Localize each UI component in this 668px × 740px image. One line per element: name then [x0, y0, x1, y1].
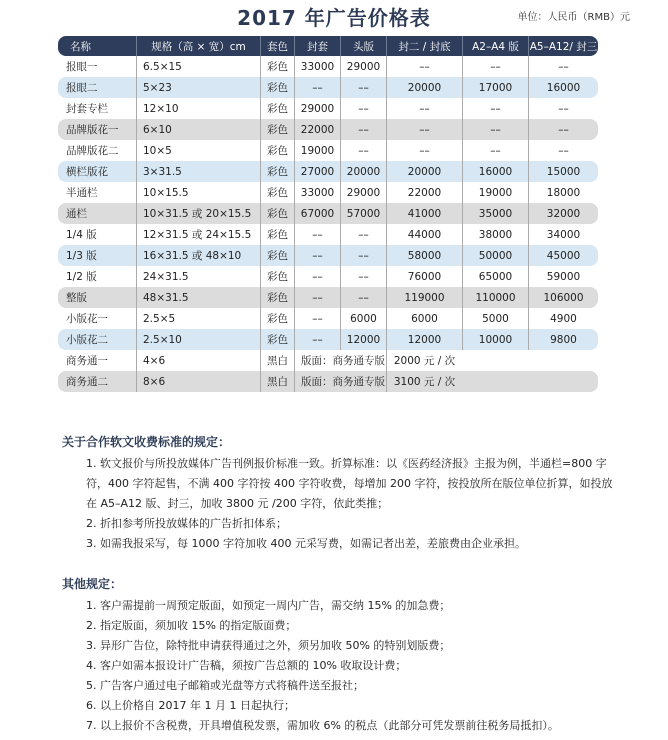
cell-name: 1/2 版 [58, 266, 136, 287]
cell-a5-a12: 32000 [528, 203, 598, 224]
cell-a2-a4: –– [462, 56, 528, 77]
other-rule-1: 1. 客户需提前一周预定版面，如预定一周内广告，需交纳 15% 的加急费； [86, 599, 451, 612]
header-a5-a12: A5–A12/ 封三 [528, 36, 598, 56]
soft-article-item-2: 2. 折扣参考所投放媒体的广告折扣体系； [86, 517, 287, 530]
page-title: 2017 年广告价格表 [237, 6, 431, 30]
cell-a5-a12: 4900 [528, 308, 598, 329]
table-row [58, 287, 598, 308]
cell-a5-a12: 59000 [528, 266, 598, 287]
cell-color: 彩色 [260, 140, 294, 161]
table-header-row [58, 36, 598, 56]
cell-cover: 33000 [294, 182, 340, 203]
cell-a2-a4: 110000 [462, 287, 528, 308]
other-rules-heading: 其他规定： [62, 577, 123, 591]
cell-a2-a4: 38000 [462, 224, 528, 245]
cell-color: 彩色 [260, 224, 294, 245]
cell-a5-a12: 106000 [528, 287, 598, 308]
cell-inside-cover: 20000 [386, 161, 462, 182]
cell-cover: 33000 [294, 56, 340, 77]
cell-inside-cover: 41000 [386, 203, 462, 224]
other-rule-5: 5. 广告客户通过电子邮箱或光盘等方式将稿件送至报社； [86, 679, 364, 692]
soft-article-section [62, 432, 622, 554]
cell-cover: 19000 [294, 140, 340, 161]
cell-a5-a12: 15000 [528, 161, 598, 182]
table-row [58, 308, 598, 329]
cell-color: 彩色 [260, 98, 294, 119]
cell-size: 2.5×5 [136, 308, 260, 329]
cell-front: 57000 [340, 203, 386, 224]
table-row [58, 119, 598, 140]
cell-name: 品牌版花一 [58, 119, 136, 140]
cell-price: 3100 元 / 次 [386, 371, 462, 392]
currency-unit: 单位：人民币（RMB）元 [517, 12, 630, 23]
cell-inside-cover: 119000 [386, 287, 462, 308]
cell-a2-a4: 35000 [462, 203, 528, 224]
cell-color: 彩色 [260, 56, 294, 77]
cell-cover: 29000 [294, 98, 340, 119]
cell-size: 8×6 [136, 371, 260, 392]
other-rule-7: 7. 以上报价不含税费，开具增值税发票，需加收 6% 的税点（此部分可凭发票前往税务局抵扣）。 [86, 719, 559, 732]
table-row [58, 161, 598, 182]
table-row [58, 266, 598, 287]
cell-cover: 27000 [294, 161, 340, 182]
cell-front: 29000 [340, 182, 386, 203]
cell-size: 16×31.5 或 48×10 [136, 245, 260, 266]
cell-inside-cover: 20000 [386, 77, 462, 98]
cell-a5-a12: 45000 [528, 245, 598, 266]
cell-color: 彩色 [260, 308, 294, 329]
cell-a2-a4: 17000 [462, 77, 528, 98]
cell-front: –– [340, 98, 386, 119]
cell-size: 2.5×10 [136, 329, 260, 350]
cell-inside-cover: –– [386, 119, 462, 140]
cell-a2-a4: 10000 [462, 329, 528, 350]
cell-a2-a4: –– [462, 140, 528, 161]
cell-cover: –– [294, 329, 340, 350]
cell-name: 封套专栏 [58, 98, 136, 119]
cell-inside-cover: 76000 [386, 266, 462, 287]
cell-name: 小版花二 [58, 329, 136, 350]
header-front: 头版 [340, 36, 386, 56]
header-size: 规格（高 × 宽）cm [136, 36, 260, 56]
cell-note: 版面：商务通专版 [294, 350, 386, 371]
table-row [58, 203, 598, 224]
cell-size: 12×10 [136, 98, 260, 119]
table-row [58, 224, 598, 245]
cell-color: 黑白 [260, 371, 294, 392]
cell-name: 报眼一 [58, 56, 136, 77]
cell-front: –– [340, 224, 386, 245]
other-rule-4: 4. 客户如需本报设计广告稿，须按广告总额的 10% 收取设计费； [86, 659, 407, 672]
cell-a2-a4: 50000 [462, 245, 528, 266]
cell-name: 1/4 版 [58, 224, 136, 245]
cell-front: 12000 [340, 329, 386, 350]
cell-empty [528, 371, 598, 392]
table-row [58, 98, 598, 119]
header-a2-a4: A2–A4 版 [462, 36, 528, 56]
header-cover: 封套 [294, 36, 340, 56]
cell-a5-a12: 34000 [528, 224, 598, 245]
cell-cover: –– [294, 245, 340, 266]
header-inside-cover: 封二 / 封底 [386, 36, 462, 56]
cell-name: 商务通一 [58, 350, 136, 371]
cell-a2-a4: 5000 [462, 308, 528, 329]
cell-cover: –– [294, 287, 340, 308]
other-rule-3: 3. 异形广告位，除特批申请获得通过之外，须另加收 50% 的特别划版费； [86, 639, 451, 652]
cell-inside-cover: 6000 [386, 308, 462, 329]
cell-a2-a4: 65000 [462, 266, 528, 287]
cell-a5-a12: 18000 [528, 182, 598, 203]
table-row [58, 56, 598, 77]
other-rule-6: 6. 以上价格自 2017 年 1 月 1 日起执行； [86, 699, 295, 712]
cell-inside-cover: 58000 [386, 245, 462, 266]
soft-article-item-1: 1. 软文报价与所投放媒体广告刊例报价标准一致。折算标准：以《医药经济报》主报为例，半通栏=800 字符，400 字符起售，不满 400 字符按 400 字符收费，每增加 200 字符，按投放所在版位单位折算，如投放在 A5–A12 版、封三，加收 3800 元 /200 字符，依此类推； [86, 457, 613, 510]
cell-cover: –– [294, 224, 340, 245]
cell-cover: 67000 [294, 203, 340, 224]
cell-a5-a12: –– [528, 140, 598, 161]
cell-name: 商务通二 [58, 371, 136, 392]
cell-color: 彩色 [260, 287, 294, 308]
table-row [58, 140, 598, 161]
cell-name: 横栏版花 [58, 161, 136, 182]
cell-size: 10×31.5 或 20×15.5 [136, 203, 260, 224]
cell-a2-a4: –– [462, 98, 528, 119]
cell-front: –– [340, 245, 386, 266]
cell-color: 彩色 [260, 77, 294, 98]
table-row [58, 77, 598, 98]
cell-name: 报眼二 [58, 77, 136, 98]
cell-front: –– [340, 140, 386, 161]
cell-color: 彩色 [260, 119, 294, 140]
cell-name: 整版 [58, 287, 136, 308]
cell-cover: 22000 [294, 119, 340, 140]
cell-color: 彩色 [260, 245, 294, 266]
other-rule-2: 2. 指定版面，须加收 15% 的指定版面费； [86, 619, 297, 632]
cell-size: 10×5 [136, 140, 260, 161]
cell-size: 6×10 [136, 119, 260, 140]
cell-size: 3×31.5 [136, 161, 260, 182]
table-row [58, 329, 598, 350]
cell-size: 48×31.5 [136, 287, 260, 308]
cell-cover: –– [294, 266, 340, 287]
soft-article-item-3: 3. 如需我报采写，每 1000 字符加收 400 元采写费，如需记者出差，差旅费由企业承担。 [86, 537, 526, 550]
cell-inside-cover: 44000 [386, 224, 462, 245]
cell-a5-a12: –– [528, 119, 598, 140]
cell-inside-cover: –– [386, 98, 462, 119]
cell-color: 彩色 [260, 161, 294, 182]
header-color: 套色 [260, 36, 294, 56]
cell-note: 版面：商务通专版 [294, 371, 386, 392]
cell-empty [462, 350, 528, 371]
cell-a2-a4: –– [462, 119, 528, 140]
cell-cover: –– [294, 77, 340, 98]
cell-name: 半通栏 [58, 182, 136, 203]
cell-a2-a4: 19000 [462, 182, 528, 203]
price-table [58, 36, 598, 392]
cell-name: 通栏 [58, 203, 136, 224]
cell-size: 24×31.5 [136, 266, 260, 287]
cell-size: 10×15.5 [136, 182, 260, 203]
cell-a5-a12: 9800 [528, 329, 598, 350]
cell-size: 4×6 [136, 350, 260, 371]
cell-a5-a12: –– [528, 56, 598, 77]
cell-color: 彩色 [260, 329, 294, 350]
cell-front: –– [340, 119, 386, 140]
cell-size: 12×31.5 或 24×15.5 [136, 224, 260, 245]
cell-color: 彩色 [260, 203, 294, 224]
cell-inside-cover: –– [386, 56, 462, 77]
cell-front: 29000 [340, 56, 386, 77]
cell-name: 1/3 版 [58, 245, 136, 266]
cell-front: –– [340, 266, 386, 287]
cell-name: 品牌版花二 [58, 140, 136, 161]
cell-name: 小版花一 [58, 308, 136, 329]
cell-size: 6.5×15 [136, 56, 260, 77]
cell-front: 20000 [340, 161, 386, 182]
cell-inside-cover: 12000 [386, 329, 462, 350]
cell-color: 彩色 [260, 182, 294, 203]
table-row [58, 245, 598, 266]
other-rules-section [62, 574, 622, 736]
cell-inside-cover: 22000 [386, 182, 462, 203]
cell-empty [462, 371, 528, 392]
cell-cover: –– [294, 308, 340, 329]
table-row [58, 182, 598, 203]
cell-front: –– [340, 77, 386, 98]
cell-size: 5×23 [136, 77, 260, 98]
cell-a5-a12: 16000 [528, 77, 598, 98]
table-row [58, 371, 598, 392]
cell-empty [528, 350, 598, 371]
cell-a5-a12: –– [528, 98, 598, 119]
cell-inside-cover: –– [386, 140, 462, 161]
cell-price: 2000 元 / 次 [386, 350, 462, 371]
cell-front: 6000 [340, 308, 386, 329]
cell-color: 彩色 [260, 266, 294, 287]
header-name: 名称 [58, 36, 136, 56]
cell-a2-a4: 16000 [462, 161, 528, 182]
table-row [58, 350, 598, 371]
soft-article-heading: 关于合作软文收费标准的规定： [62, 435, 231, 449]
cell-front: –– [340, 287, 386, 308]
cell-color: 黑白 [260, 350, 294, 371]
